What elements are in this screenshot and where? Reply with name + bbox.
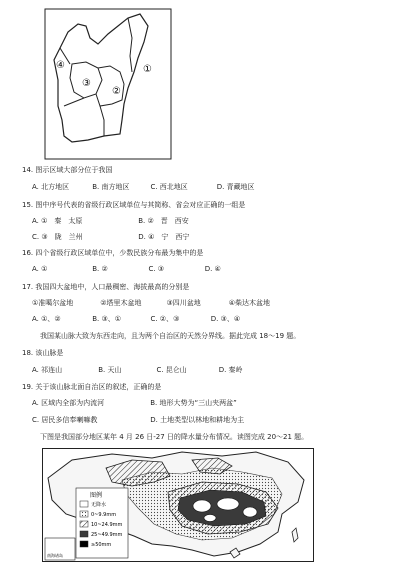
map-label-3: ③ — [82, 78, 91, 89]
option-b[interactable]: B. 天山 — [98, 366, 122, 374]
question-14-options — [32, 183, 255, 192]
question-16: 16. 四个省级行政区域单位中，少数民族分布最为集中的是 — [22, 249, 204, 257]
question-17-basins — [32, 299, 270, 308]
basin-4: ④柴达木盆地 — [228, 299, 270, 307]
option-a[interactable]: A. ① — [32, 265, 48, 273]
option-d[interactable]: D. ③、④ — [210, 315, 241, 323]
option-c[interactable]: C. ③ — [148, 265, 165, 273]
question-15: 15. 图中序号代表的省级行政区域单位与其简称、省会对应正确的一组是 — [22, 201, 246, 209]
question-15-options-row2 — [32, 233, 189, 242]
option-d[interactable]: D. 土地类型以林地和耕地为主 — [150, 416, 245, 424]
legend-item-1: 0~9.9mm — [91, 512, 117, 518]
question-18: 18. 该山脉是 — [22, 349, 64, 357]
legend-item-3: 25~49.9mm — [91, 532, 123, 538]
inset-label: 南海诸岛 — [47, 553, 63, 558]
option-a[interactable]: A. 祁连山 — [32, 366, 63, 374]
option-c[interactable]: C. 昆仑山 — [156, 366, 187, 374]
legend-item-0: 无降水 — [91, 502, 107, 508]
question-14: 14. 图示区域大部分位于我国 — [22, 166, 113, 174]
basin-1: ①准噶尔盆地 — [32, 299, 74, 307]
basin-3: ③四川盆地 — [166, 299, 201, 307]
option-c[interactable]: C. ②、③ — [150, 315, 180, 323]
question-19-options-row2 — [32, 416, 244, 425]
option-a[interactable]: A. 北方地区 — [32, 183, 70, 191]
option-b[interactable]: B. ② 晋 西安 — [138, 217, 189, 225]
legend-item-2: 10~24.9mm — [91, 522, 123, 528]
question-19: 19. 关于该山脉北面自治区的叙述，正确的是 — [22, 383, 162, 391]
option-b[interactable]: B. ② — [92, 265, 108, 273]
option-c[interactable]: C. 西北地区 — [150, 183, 188, 191]
option-d[interactable]: D. ④ — [204, 265, 221, 273]
legend-title: 图例 — [90, 492, 103, 499]
option-a[interactable]: A. ①、② — [32, 315, 61, 323]
province-outline-map — [44, 8, 172, 160]
option-a[interactable]: A. 区域内全部为内流河 — [32, 399, 105, 407]
option-d[interactable]: D. 青藏地区 — [216, 183, 255, 191]
option-d[interactable]: D. ④ 宁 西宁 — [138, 233, 190, 241]
option-b[interactable]: B. 地形大势为“三山夹两盆” — [150, 399, 237, 407]
map-label-4: ④ — [56, 60, 65, 71]
precipitation-map — [42, 448, 314, 562]
map-label-1: ① — [143, 64, 152, 75]
option-d[interactable]: D. 秦岭 — [218, 366, 243, 374]
basin-2: ②塔里木盆地 — [100, 299, 142, 307]
map-label-2: ② — [112, 86, 121, 97]
question-16-options — [32, 265, 221, 274]
option-c[interactable]: C. ③ 陇 兰州 — [32, 233, 83, 241]
question-15-options-row1 — [32, 217, 189, 226]
passage-18-19: 我国某山脉大致为东西走向，且为两个自治区的天然分界线。据此完成 18～19 题。 — [40, 332, 301, 340]
map-legend — [76, 488, 128, 558]
option-c[interactable]: C. 居民多信奉喇嘛教 — [32, 416, 98, 424]
question-18-options — [32, 366, 243, 375]
question-17-options — [32, 315, 240, 324]
option-a[interactable]: A. ① 秦 太原 — [32, 217, 83, 225]
option-b[interactable]: B. 南方地区 — [92, 183, 130, 191]
question-17: 17. 我国四大盆地中，人口最稠密、海拔最高的分别是 — [22, 283, 190, 291]
question-19-options-row1 — [32, 399, 237, 408]
option-b[interactable]: B. ③、① — [92, 315, 122, 323]
passage-20-21: 下图是我国部分地区某年 4 月 26 日-27 日的降水量分布情况。读图完成 20～21 题。 — [40, 433, 309, 441]
legend-item-4: ≥50mm — [91, 542, 112, 548]
